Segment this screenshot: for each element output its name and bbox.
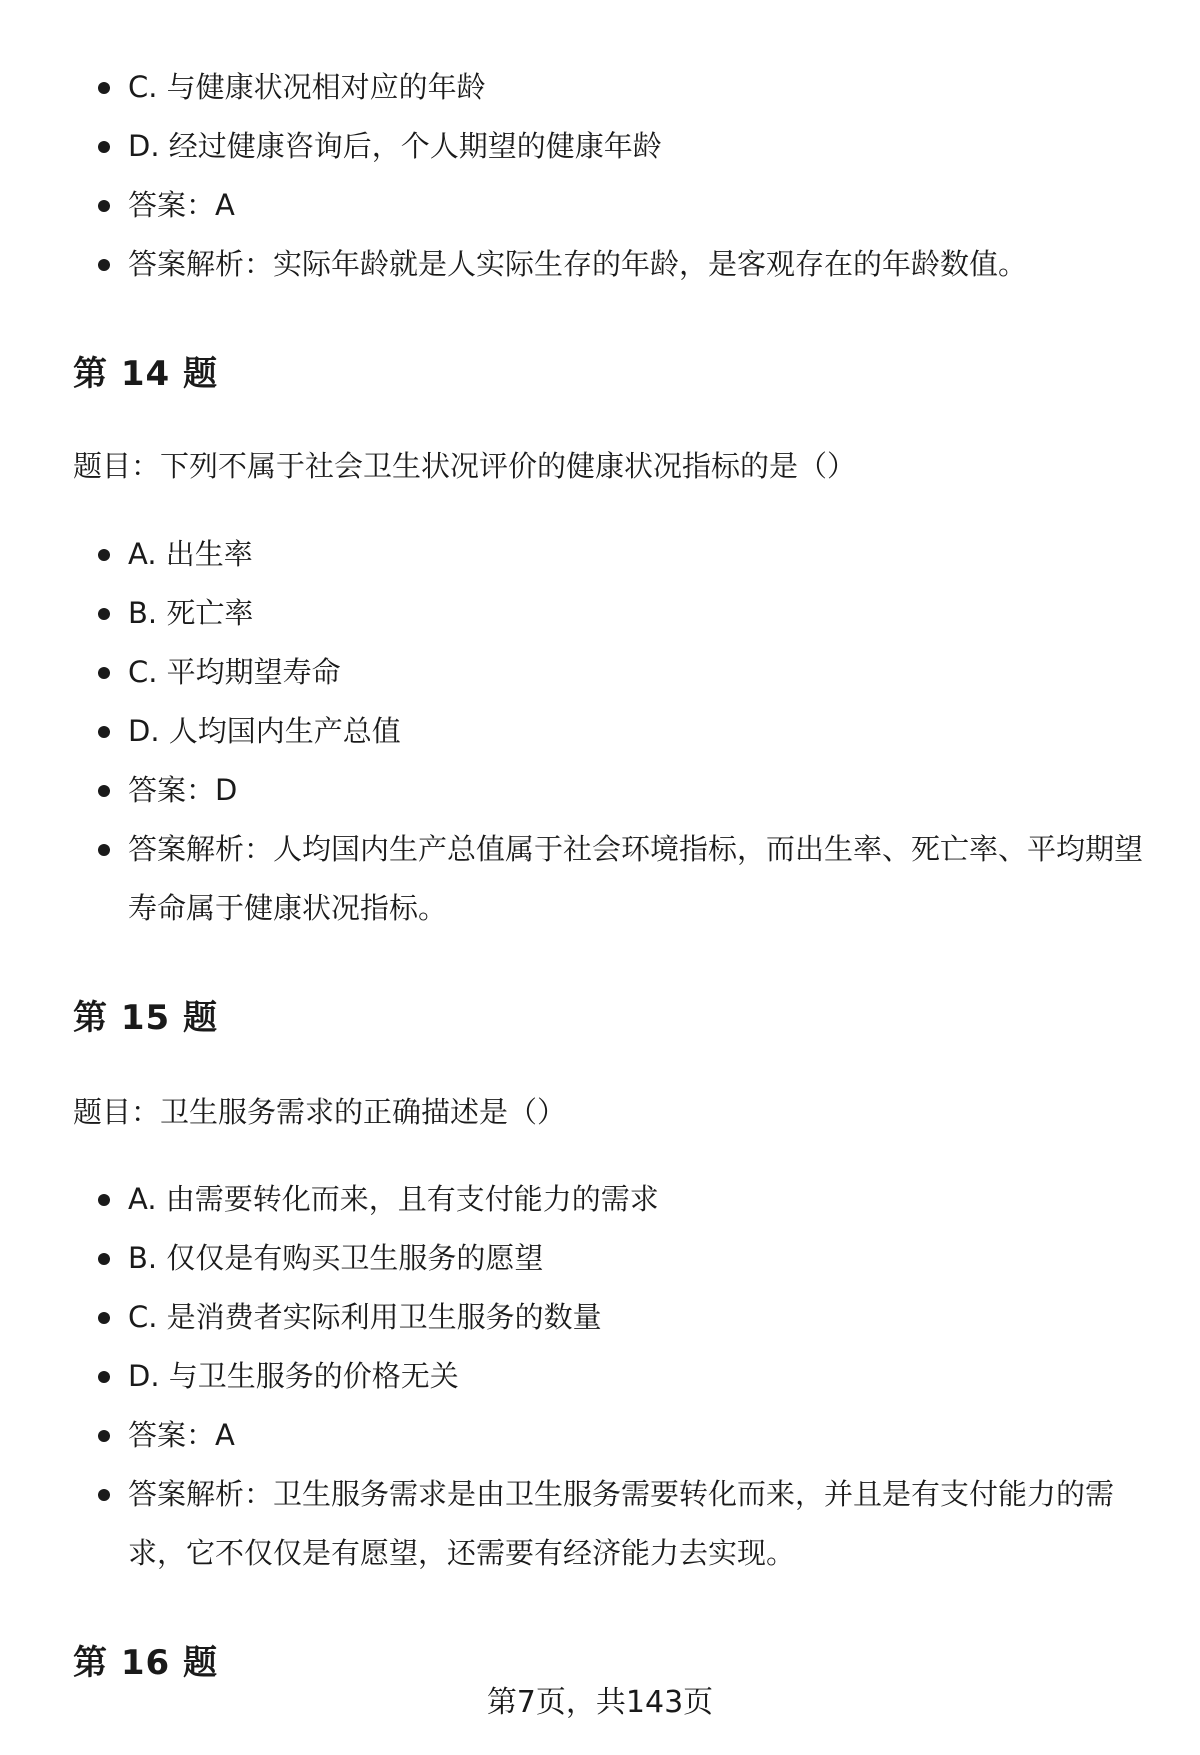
bullet-icon xyxy=(98,1371,110,1383)
option-text: D. 与卫生服务的价格无关 xyxy=(128,1359,459,1393)
bullet-icon xyxy=(98,141,110,153)
option-text: B. 仅仅是有购买卫生服务的愿望 xyxy=(128,1241,544,1275)
answer-text: 答案：D xyxy=(128,773,238,807)
question-text-14: 题目：下列不属于社会卫生状况评价的健康状况指标的是（） xyxy=(73,449,857,483)
option-list-q13 xyxy=(0,58,1158,294)
answer-text: 答案：A xyxy=(128,1418,235,1452)
bullet-icon xyxy=(98,1430,110,1442)
option-text: C. 与健康状况相对应的年龄 xyxy=(128,70,486,104)
option-text: D. 经过健康咨询后，个人期望的健康年龄 xyxy=(128,129,662,163)
list-item xyxy=(0,1288,1158,1347)
explanation-text: 答案解析：卫生服务需求是由卫生服务需要转化而来，并且是有支付能力的需求，它不仅仅是有愿望，还需要有经济能力去实现。 xyxy=(128,1477,1115,1570)
bullet-icon xyxy=(98,549,110,561)
bullet-icon xyxy=(98,82,110,94)
option-text: D. 人均国内生产总值 xyxy=(128,714,401,748)
list-item xyxy=(0,1406,1158,1465)
list-item xyxy=(0,117,1158,176)
question-heading-16: 第 16 题 xyxy=(73,1643,218,1683)
list-item xyxy=(0,1229,1158,1288)
list-item xyxy=(0,643,1158,702)
option-list-q15 xyxy=(0,1170,1158,1583)
list-item xyxy=(0,1170,1158,1229)
bullet-icon xyxy=(98,1312,110,1324)
bullet-icon xyxy=(98,726,110,738)
question-heading-15: 第 15 题 xyxy=(73,998,218,1038)
bullet-icon xyxy=(98,259,110,271)
list-item xyxy=(0,58,1158,117)
list-item xyxy=(0,584,1158,643)
option-text: A. 出生率 xyxy=(128,537,253,571)
question-text-15: 题目：卫生服务需求的正确描述是（） xyxy=(73,1095,567,1129)
answer-text: 答案：A xyxy=(128,188,235,222)
list-item xyxy=(0,761,1158,820)
bullet-icon xyxy=(98,844,110,856)
bullet-icon xyxy=(98,785,110,797)
bullet-icon xyxy=(98,1253,110,1265)
explanation-text: 答案解析：实际年龄就是人实际生存的年龄，是客观存在的年龄数值。 xyxy=(128,247,1028,281)
explanation-text: 答案解析：人均国内生产总值属于社会环境指标，而出生率、死亡率、平均期望寿命属于健康状况指标。 xyxy=(128,832,1144,925)
option-text: B. 死亡率 xyxy=(128,596,254,630)
list-item xyxy=(0,176,1158,235)
question-heading-14: 第 14 题 xyxy=(73,354,218,394)
list-item xyxy=(0,820,1158,938)
list-item xyxy=(0,525,1158,584)
list-item xyxy=(0,235,1158,294)
bullet-icon xyxy=(98,667,110,679)
option-text: C. 平均期望寿命 xyxy=(128,655,341,689)
list-item xyxy=(0,702,1158,761)
option-list-q14 xyxy=(0,525,1158,938)
bullet-icon xyxy=(98,1194,110,1206)
option-text: A. 由需要转化而来，且有支付能力的需求 xyxy=(128,1182,659,1216)
bullet-icon xyxy=(98,200,110,212)
bullet-icon xyxy=(98,1489,110,1501)
list-item xyxy=(0,1347,1158,1406)
page-number: 第7页，共143页 xyxy=(486,1685,714,1720)
option-text: C. 是消费者实际利用卫生服务的数量 xyxy=(128,1300,602,1334)
list-item xyxy=(0,1465,1158,1583)
bullet-icon xyxy=(98,608,110,620)
